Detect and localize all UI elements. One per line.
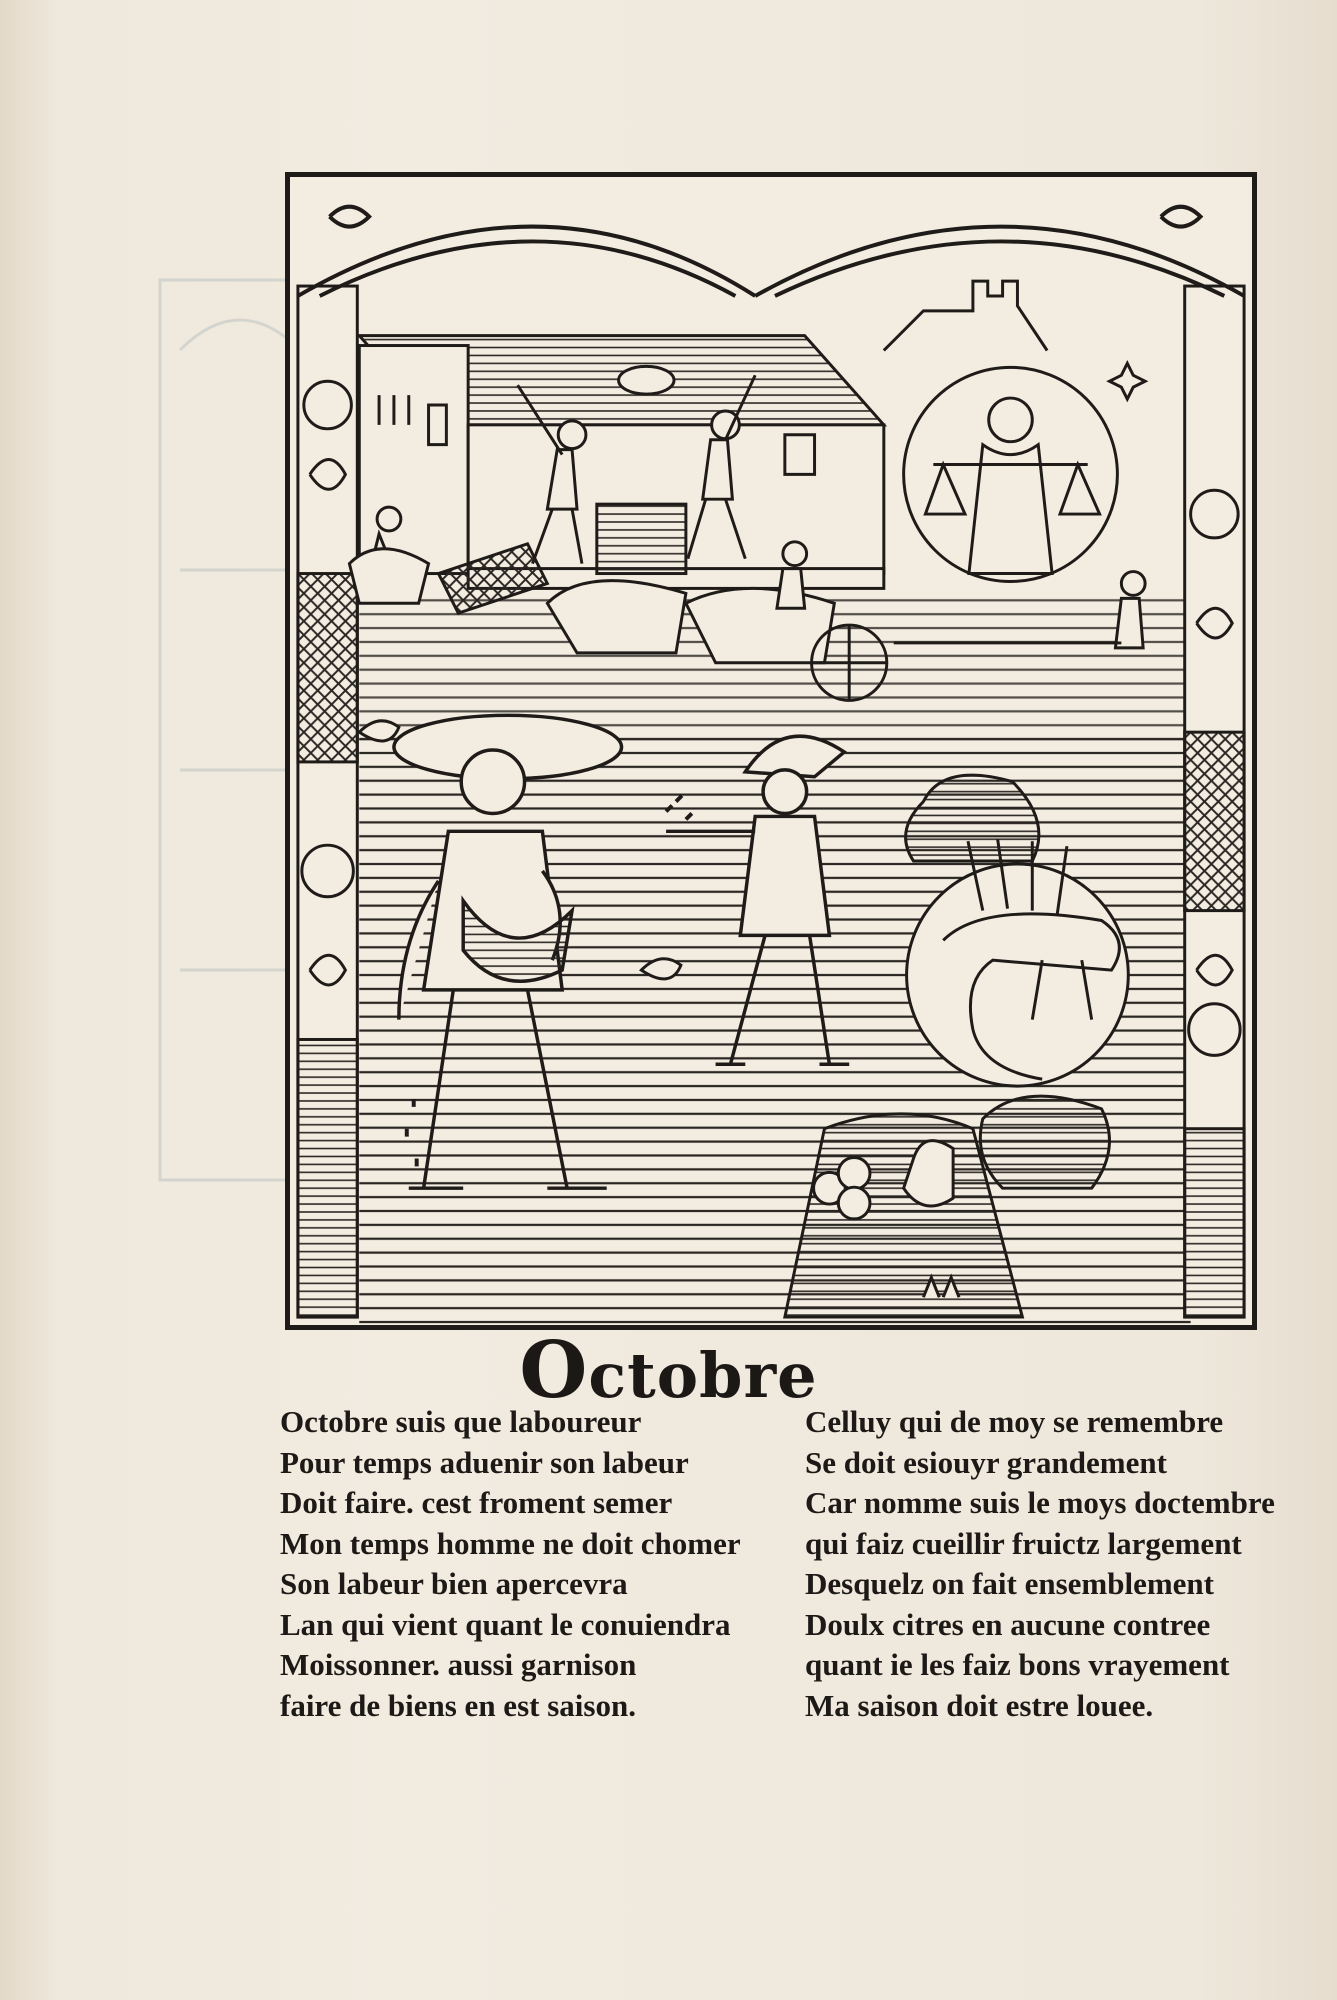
heading-initial: O [519,1325,589,1416]
verse-line: quant ie les faiz bons vrayement [805,1647,1230,1682]
verse-left-column [280,1402,750,1726]
october-labours-woodcut [290,177,1252,1325]
distant-castle [884,281,1047,350]
heading-rest: ctobre [588,1339,818,1412]
verse-line: Doulx citres en aucune contree [805,1606,1211,1642]
libra-roundel [904,363,1145,581]
verse-line: Doit faire. cest froment semer [280,1485,673,1520]
left-pillar [298,286,357,1317]
verse-line: Celluy qui de moy se remembre [805,1404,1224,1439]
woodcut-illustration [285,172,1257,1330]
verse-line: faire de biens en est saison. [280,1687,636,1723]
verse-line: Desquelz on fait ensemblement [805,1566,1214,1601]
verse-line: Car nomme suis le moys doctembre [805,1485,1275,1520]
verse-line: Pour temps aduenir son labeur [280,1444,689,1480]
verse-line: Octobre suis que laboureur [280,1404,642,1439]
verse-line: Se doit esiouyr grandement [805,1444,1167,1480]
verse-line: Son labeur bien apercevra [280,1566,628,1601]
verse-line: Ma saison doit estre louee. [805,1687,1154,1723]
vaulted-arches [298,207,1244,296]
verse-right-column [805,1402,1285,1726]
verse-line: qui faiz cueillir fruictz largement [805,1525,1242,1561]
verse-line: Moissonner. aussi garnison [280,1647,637,1682]
verse-line: Mon temps homme ne doit chomer [280,1525,741,1561]
verse-line: Lan qui vient quant le conuiendra [280,1606,731,1642]
right-pillar [1185,286,1244,1317]
